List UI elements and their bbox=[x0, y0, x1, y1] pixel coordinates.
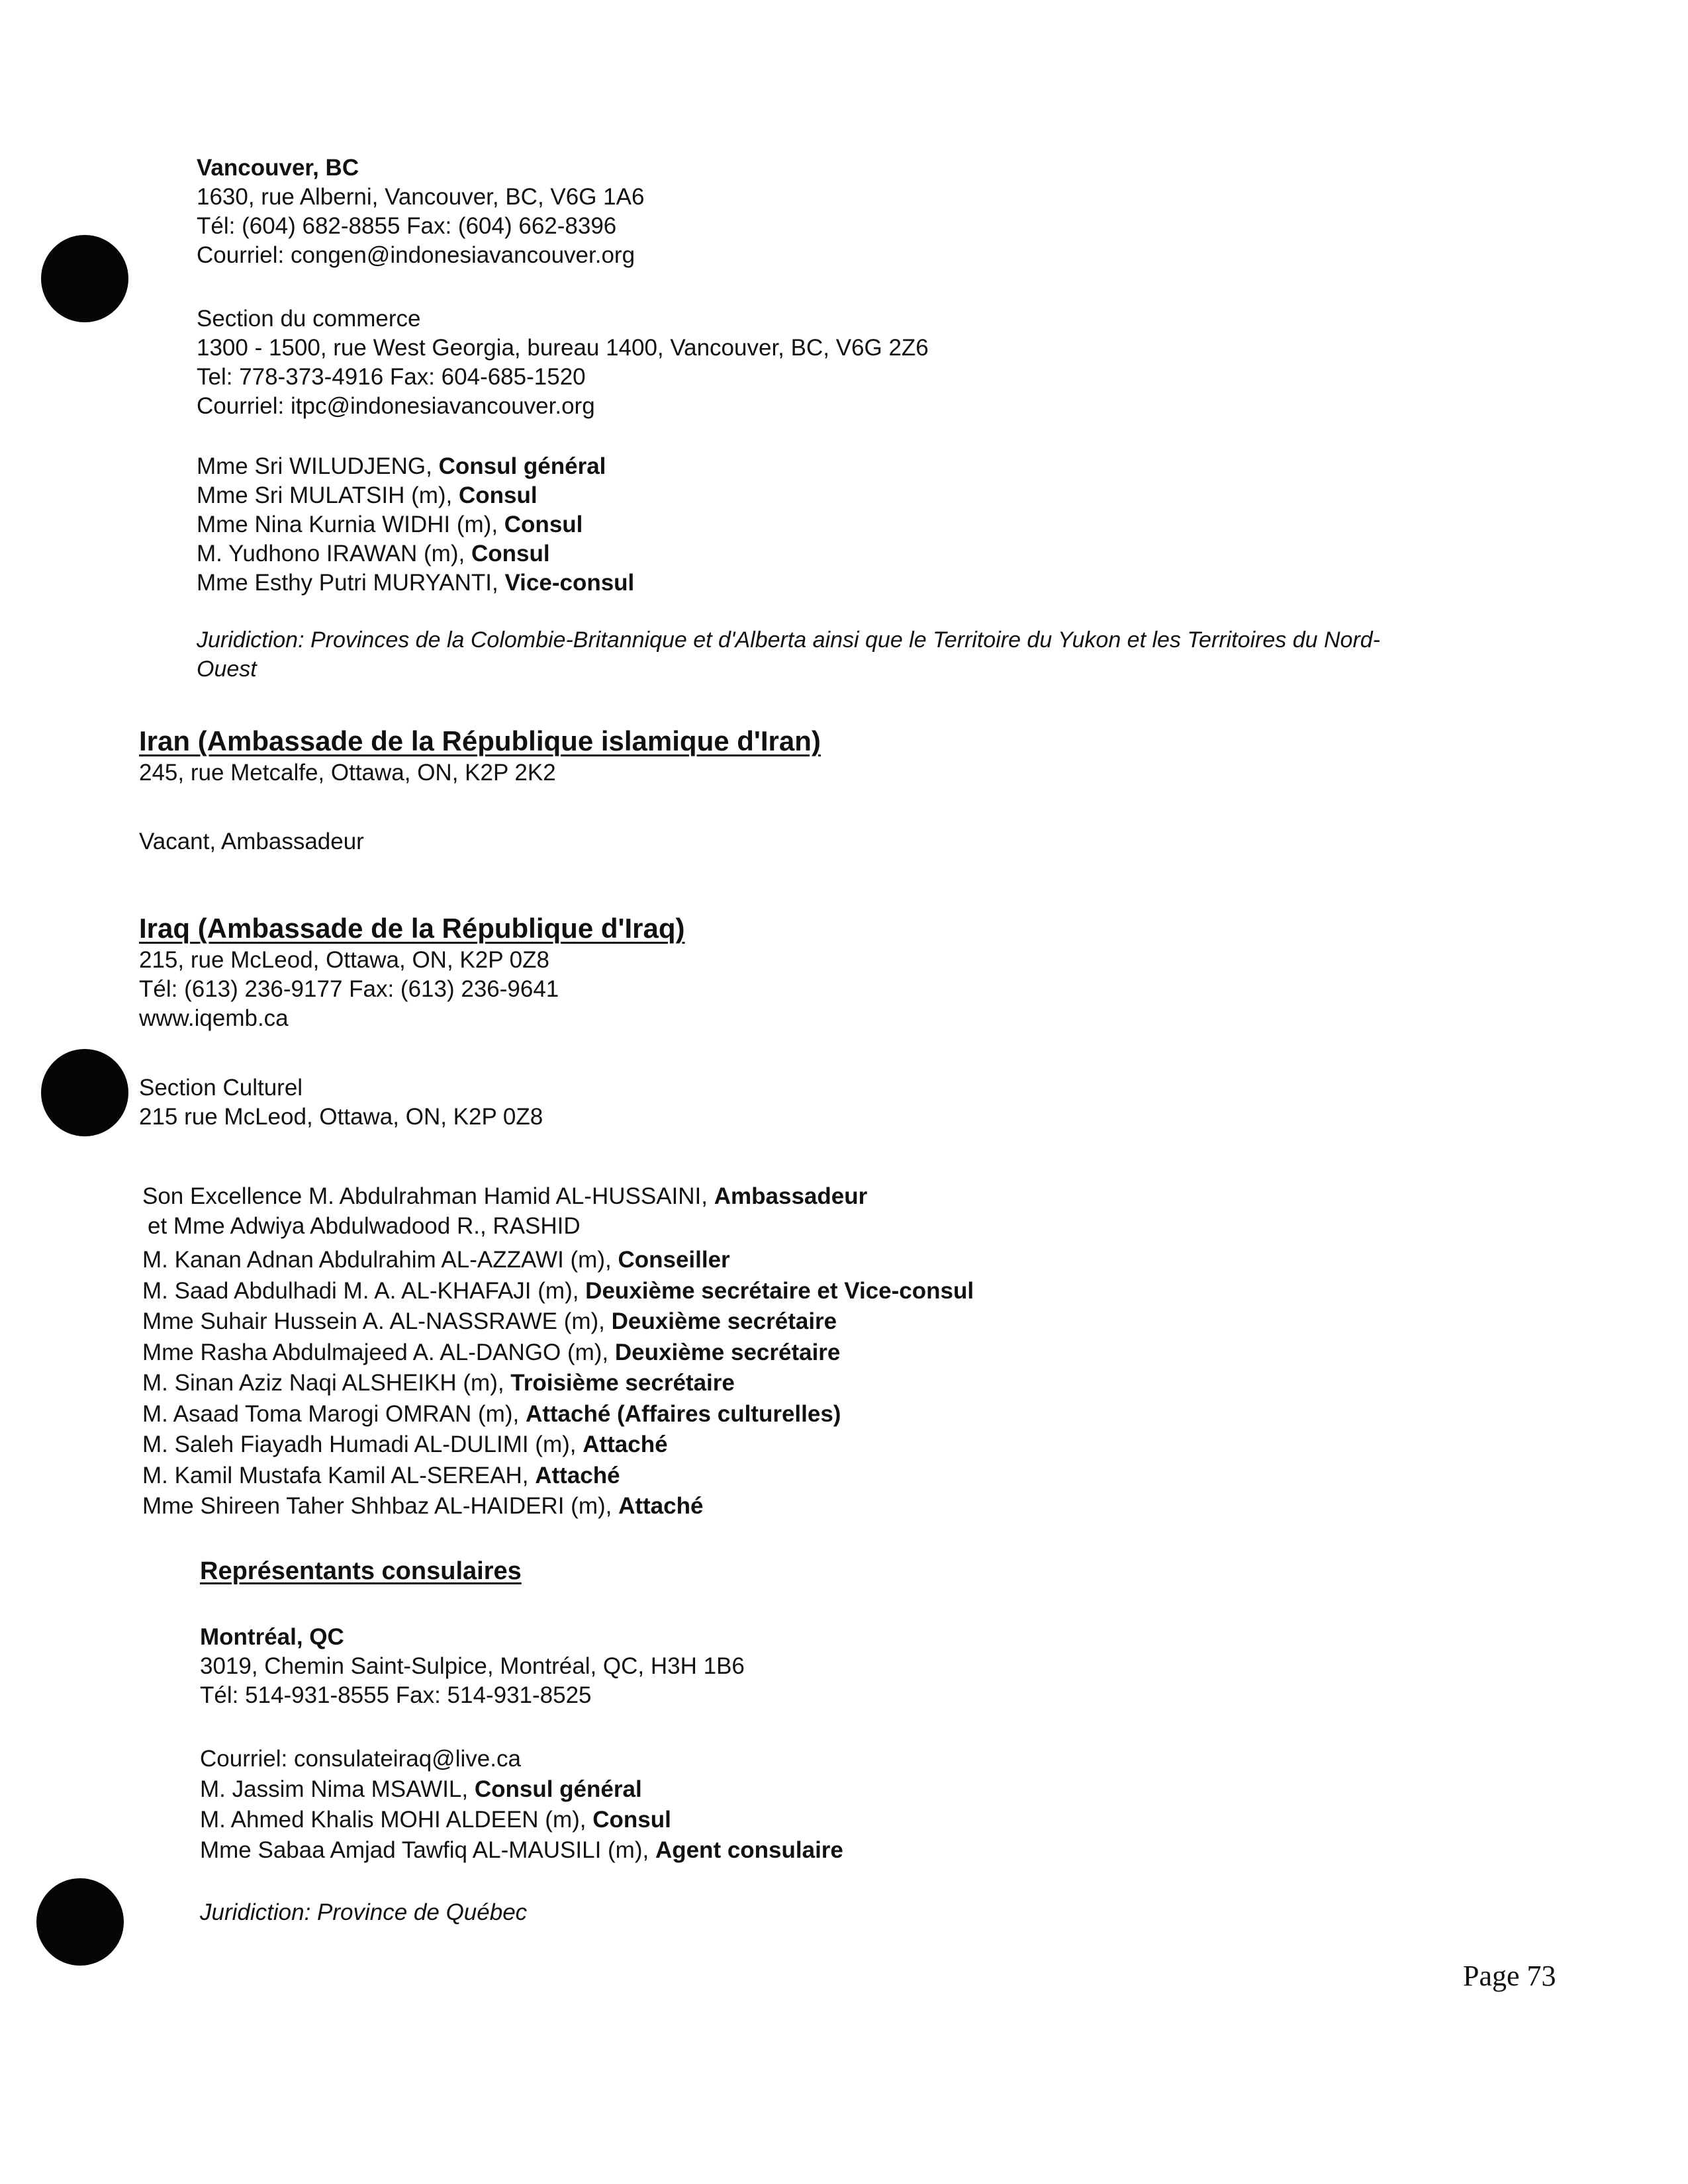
phone-fax: Tél: (613) 236-9177 Fax: (613) 236-9641 bbox=[139, 976, 559, 1002]
ambassador-entry: Son Excellence M. Abdulrahman Hamid AL-HUSSAINI, Ambassadeur bbox=[142, 1183, 868, 1209]
vancouver-jurisdiction bbox=[197, 625, 1380, 684]
staff-entry: M. Asaad Toma Marogi OMRAN (m), Attaché (Affaires culturelles) bbox=[142, 1400, 841, 1427]
page-number: Page 73 bbox=[1463, 1960, 1556, 1992]
section-title: Section du commerce bbox=[197, 306, 421, 332]
address: 3019, Chemin Saint-Sulpice, Montréal, QC, H3H 1B6 bbox=[200, 1653, 745, 1679]
country-heading: Iraq (Ambassade de la République d'Iraq) bbox=[139, 913, 685, 944]
consular-representatives bbox=[200, 1555, 522, 1587]
staff-entry: Mme Sri MULATSIH (m), Consul bbox=[197, 482, 538, 508]
punch-hole-middle bbox=[41, 1049, 128, 1136]
staff-entry: M. Saleh Fiayadh Humadi AL-DULIMI (m), Attaché bbox=[142, 1432, 668, 1457]
consular-heading: Représentants consulaires bbox=[200, 1557, 522, 1585]
city-name: Vancouver, BC bbox=[197, 155, 359, 181]
cultural-section bbox=[139, 1073, 543, 1132]
vancouver-consulate bbox=[197, 154, 644, 270]
staff-entry: Mme Nina Kurnia WIDHI (m), Consul bbox=[197, 512, 583, 537]
staff-entry: Mme Rasha Abdulmajeed A. AL-DANGO (m), Deuxième secrétaire bbox=[142, 1339, 841, 1365]
address: 245, rue Metcalfe, Ottawa, ON, K2P 2K2 bbox=[139, 760, 556, 786]
montreal-consulate bbox=[200, 1623, 745, 1710]
phone-fax: Tél: (604) 682-8855 Fax: (604) 662-8396 bbox=[197, 213, 617, 239]
iraq-section bbox=[139, 911, 685, 1033]
staff-entry: M. Kamil Mustafa Kamil AL-SEREAH, Attaché bbox=[142, 1462, 620, 1488]
address: 215 rue McLeod, Ottawa, ON, K2P 0Z8 bbox=[139, 1104, 543, 1130]
staff-entry: Mme Shireen Taher Shhbaz AL-HAIDERI (m), Attaché bbox=[142, 1493, 704, 1519]
punch-hole-bottom bbox=[36, 1878, 124, 1966]
jurisdiction-line: Juridiction: Provinces de la Colombie-Britannique et d'Alberta ainsi que le Territoire du Yukon et les Territoires du Nord- bbox=[197, 627, 1381, 653]
montreal-staff bbox=[200, 1744, 843, 1866]
staff-entry: Mme Suhair Hussein A. AL-NASSRAWE (m), Deuxième secrétaire bbox=[142, 1308, 837, 1334]
phone-fax: Tel: 778-373-4916 Fax: 604-685-1520 bbox=[197, 364, 586, 390]
staff-entry: M. Ahmed Khalis MOHI ALDEEN (m), Consul bbox=[200, 1807, 671, 1833]
trade-section bbox=[197, 304, 929, 421]
address: 1300 - 1500, rue West Georgia, bureau 1400, Vancouver, BC, V6G 2Z6 bbox=[197, 335, 929, 361]
section-title: Section Culturel bbox=[139, 1075, 303, 1101]
vancouver-staff-list bbox=[197, 452, 634, 598]
punch-hole-top bbox=[41, 235, 128, 322]
staff-entry: M. Sinan Aziz Naqi ALSHEIKH (m), Troisième secrétaire bbox=[142, 1370, 735, 1396]
website-link[interactable]: www.iqemb.ca bbox=[139, 1005, 289, 1031]
staff-entry: M. Kanan Adnan Abdulrahim AL-AZZAWI (m), Conseiller bbox=[142, 1247, 730, 1273]
ambassador-spouse: et Mme Adwiya Abdulwadood R., RASHID bbox=[148, 1213, 581, 1239]
phone-fax: Tél: 514-931-8555 Fax: 514-931-8525 bbox=[200, 1682, 592, 1708]
staff-entry: M. Jassim Nima MSAWIL, Consul général bbox=[200, 1776, 642, 1802]
email: Courriel: itpc@indonesiavancouver.org bbox=[197, 393, 595, 419]
staff-entry: M. Yudhono IRAWAN (m), Consul bbox=[197, 541, 550, 567]
iran-section bbox=[139, 724, 821, 856]
staff-entry: M. Saad Abdulhadi M. A. AL-KHAFAJI (m), Deuxième secrétaire et Vice-consul bbox=[142, 1277, 974, 1304]
staff-entry: Mme Sabaa Amjad Tawfiq AL-MAUSILI (m), Agent consulaire bbox=[200, 1837, 843, 1863]
email: Courriel: congen@indonesiavancouver.org bbox=[197, 242, 635, 268]
jurisdiction-line: Juridiction: Province de Québec bbox=[200, 1899, 528, 1925]
iraq-staff-list bbox=[142, 1181, 974, 1522]
country-heading: Iran (Ambassade de la République islamique d'Iran) bbox=[139, 725, 821, 756]
address: 215, rue McLeod, Ottawa, ON, K2P 0Z8 bbox=[139, 947, 549, 973]
staff-entry: Mme Sri WILUDJENG, Consul général bbox=[197, 453, 606, 479]
city-name: Montréal, QC bbox=[200, 1624, 344, 1650]
ambassador: Vacant, Ambassadeur bbox=[139, 829, 364, 854]
email: Courriel: consulateiraq@live.ca bbox=[200, 1746, 521, 1772]
jurisdiction-line: Ouest bbox=[197, 657, 257, 682]
staff-entry: Mme Esthy Putri MURYANTI, Vice-consul bbox=[197, 570, 635, 596]
address: 1630, rue Alberni, Vancouver, BC, V6G 1A6 bbox=[197, 184, 645, 210]
montreal-jurisdiction bbox=[200, 1898, 527, 1927]
